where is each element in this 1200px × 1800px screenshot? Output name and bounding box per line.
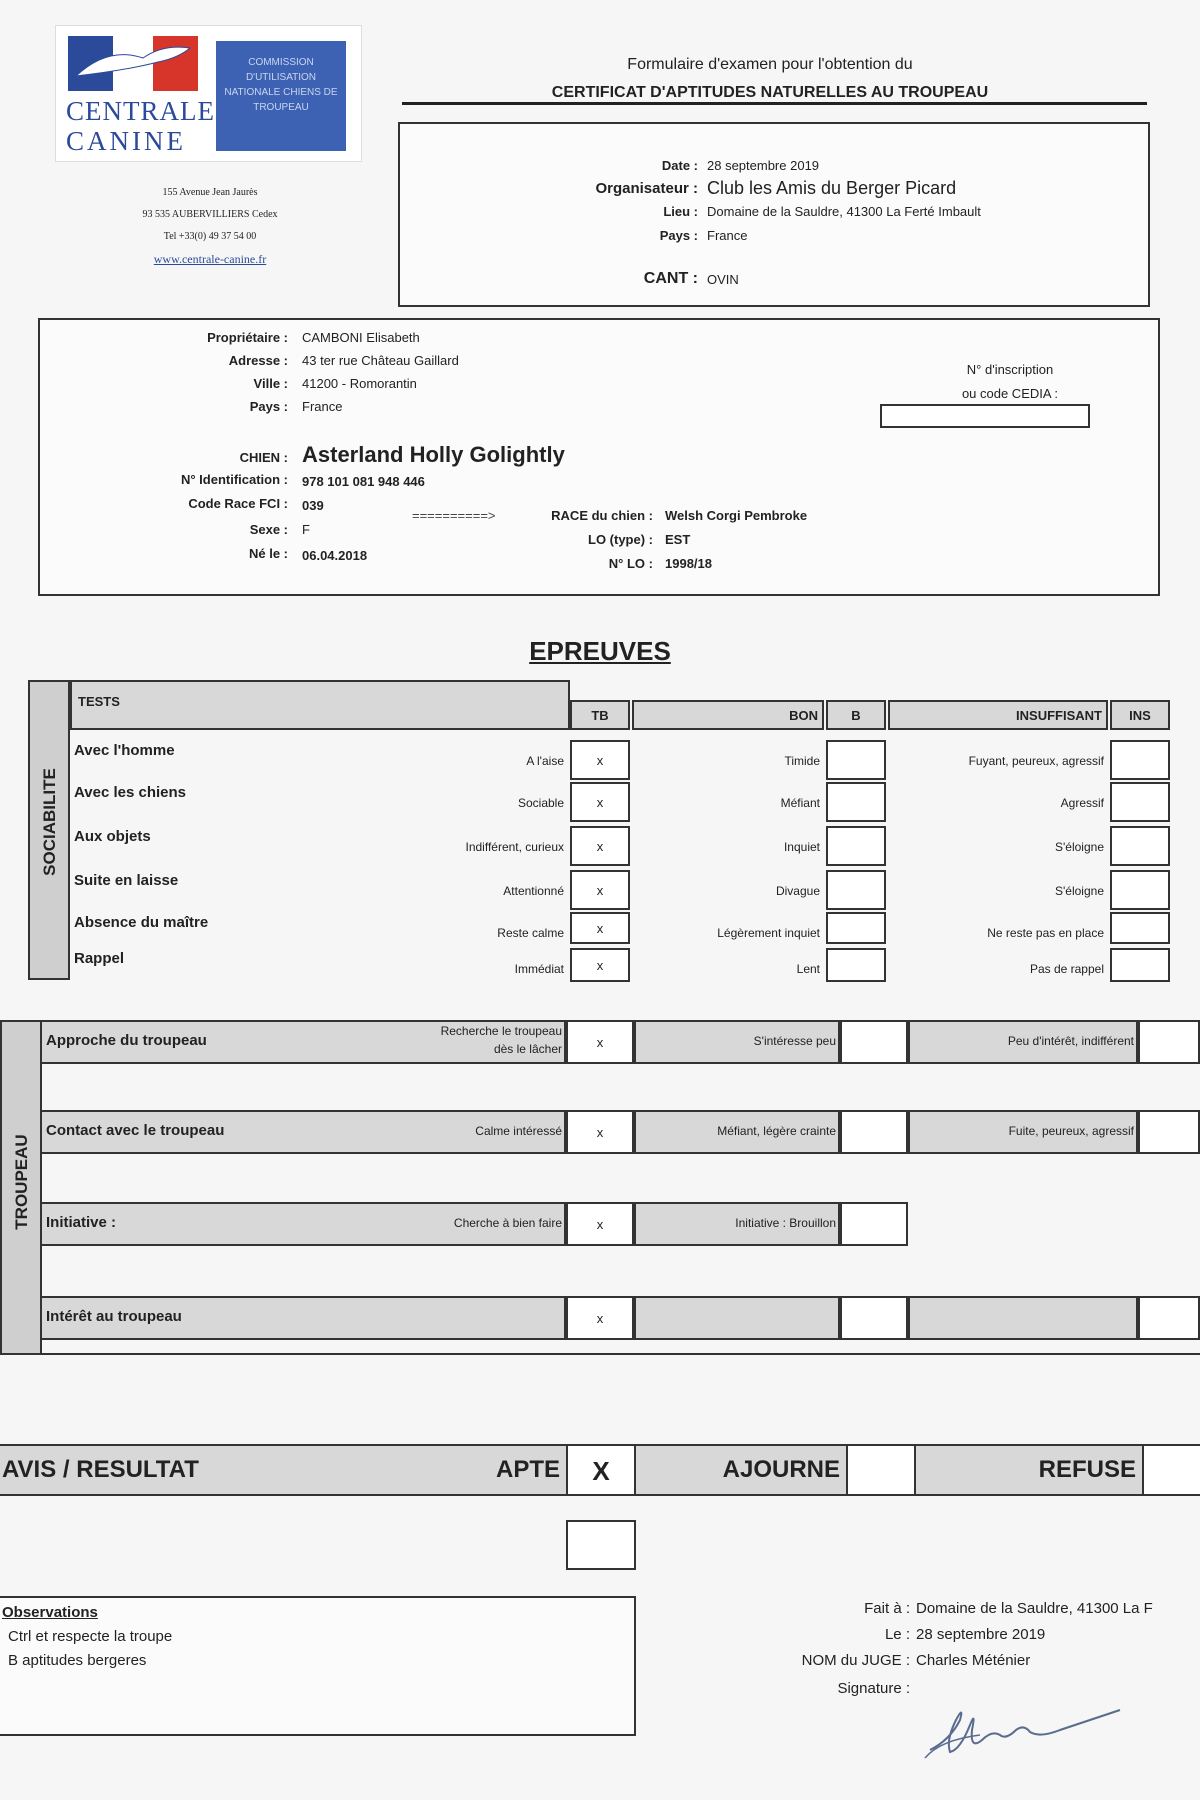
dog-id-label: N° Identification : (180, 472, 288, 487)
owner-city-value: 41200 - Romorantin (302, 376, 417, 391)
trp-ins-checkbox[interactable] (1138, 1110, 1200, 1154)
soc-ins-checkbox[interactable] (1110, 870, 1170, 910)
trp-bon-text: S'intéresse peu (753, 1034, 836, 1048)
on-value: 28 septembre 2019 (916, 1626, 1046, 1643)
trp-tb-text-2: dès le lâcher (493, 1042, 562, 1056)
observations-title: Observations (2, 1604, 98, 1621)
logo-text-line2: CANINE (66, 126, 186, 156)
soc-bon-text: Lent (796, 962, 820, 976)
soc-b-checkbox[interactable] (826, 870, 886, 910)
soc-tb-mark: x (596, 795, 604, 810)
place-value: Domaine de la Sauldre, 41300 La Ferté Imbault (707, 204, 981, 219)
soc-bon-text: Méfiant (780, 796, 820, 810)
trp-row-name: Contact avec le troupeau (46, 1122, 225, 1139)
cant-label: CANT : (643, 270, 698, 287)
logo-text-line1: CENTRALE (66, 96, 215, 126)
on-label: Le : (884, 1626, 910, 1643)
fci-label: Code Race FCI : (188, 496, 288, 511)
soc-b-checkbox[interactable] (826, 948, 886, 982)
apte-checkbox[interactable] (566, 1444, 636, 1496)
tb-header-label: TB (591, 708, 609, 723)
owner-city-label: Ville : (253, 376, 288, 391)
observations-box (0, 1596, 636, 1736)
judge-value: Charles Méténier (916, 1652, 1031, 1669)
owner-country-label: Pays : (249, 399, 288, 414)
trp-tb-mark: x (596, 1311, 604, 1326)
registration-label-2: ou code CEDIA : (961, 386, 1059, 401)
ajourne-label: AJOURNE (722, 1456, 840, 1483)
born-label: Né le : (248, 546, 288, 561)
address-line-3: Tel +33(0) 49 37 54 00 (163, 231, 257, 242)
registration-input[interactable] (880, 404, 1090, 428)
soc-b-checkbox[interactable] (826, 740, 886, 780)
dog-name-label: CHIEN : (239, 450, 288, 465)
event-info-box (398, 122, 1150, 307)
result-label: AVIS / RESULTAT (2, 1456, 199, 1483)
refuse-checkbox[interactable] (1142, 1444, 1200, 1496)
date-label: Date : (661, 158, 698, 173)
website-link[interactable]: www.centrale-canine.fr (153, 252, 267, 266)
dog-id-value: 978 101 081 948 446 (302, 474, 425, 489)
soc-bon-text: Timide (784, 754, 820, 768)
soc-tb-checkbox[interactable] (570, 826, 630, 866)
signature-label: Signature : (837, 1680, 910, 1697)
owner-address-label: Adresse : (228, 353, 288, 368)
date-value: 28 septembre 2019 (707, 158, 820, 173)
soc-tb-checkbox[interactable] (570, 870, 630, 910)
b-header-label: B (851, 708, 861, 723)
owner-address-value: 43 ter rue Château Gaillard (302, 353, 459, 368)
soc-tb-mark: x (596, 883, 604, 898)
soc-b-checkbox[interactable] (826, 912, 886, 944)
lo-type-label: LO (type) : (588, 532, 653, 547)
sex-label: Sexe : (249, 522, 288, 537)
soc-tb-text: A l'aise (526, 754, 564, 768)
trp-b-checkbox[interactable] (840, 1020, 908, 1064)
done-value: Domaine de la Sauldre, 41300 La F (916, 1600, 1153, 1617)
judge-label: NOM du JUGE : (801, 1652, 910, 1669)
breed-arrow: ==========> (412, 508, 496, 523)
soc-bon-text: Légèrement inquiet (717, 926, 820, 940)
trp-bon-cell (634, 1296, 840, 1340)
sociabilite-side-label: SOCIABILITE (40, 768, 59, 876)
apte-label: APTE (495, 1456, 560, 1483)
soc-tb-text: Sociable (517, 796, 564, 810)
ins-header (1110, 700, 1170, 730)
breed-label: RACE du chien : (551, 508, 653, 523)
signature-scribble (920, 1680, 1150, 1770)
done-label: Fait à : (864, 1600, 910, 1617)
trp-tb-text: Recherche le troupeau (440, 1024, 562, 1038)
owner-dog-box (38, 318, 1160, 596)
soc-row-name: Avec les chiens (74, 784, 187, 801)
soc-bon-text: Divague (775, 884, 820, 898)
trp-tb-mark: x (596, 1217, 604, 1232)
refuse-label: REFUSE (1038, 1456, 1136, 1483)
trp-b-checkbox[interactable] (840, 1110, 908, 1154)
soc-tb-mark: x (596, 753, 604, 768)
observation-line-1: Ctrl et respecte la troupe (8, 1628, 173, 1645)
empty-checkbox[interactable] (566, 1520, 636, 1570)
soc-ins-checkbox[interactable] (1110, 948, 1170, 982)
trp-bon-text: Méfiant, légère crainte (717, 1124, 836, 1138)
owner-country-value: France (302, 399, 343, 414)
soc-ins-checkbox[interactable] (1110, 912, 1170, 944)
soc-ins-text: Fuyant, peureux, agressif (968, 754, 1104, 768)
trp-ins-cell (908, 1296, 1138, 1340)
soc-row-name: Rappel (74, 950, 125, 967)
title-underline (402, 102, 1147, 105)
soc-tb-mark: x (596, 839, 604, 854)
trp-tb-checkbox[interactable] (566, 1020, 634, 1064)
soc-ins-text: S'éloigne (1055, 840, 1104, 854)
soc-b-checkbox[interactable] (826, 826, 886, 866)
tests-title: EPREUVES (529, 636, 671, 666)
country-value: France (707, 228, 748, 243)
country-label: Pays : (659, 228, 698, 243)
sex-value: F (302, 522, 310, 537)
address-line-2: 93 535 AUBERVILLIERS Cedex (142, 209, 278, 220)
tests-header-label: TESTS (78, 694, 120, 709)
logo-block (55, 25, 362, 162)
soc-tb-checkbox[interactable] (570, 912, 630, 944)
commission-blue-box (216, 41, 346, 151)
form-title-line2: CERTIFICAT D'APTITUDES NATURELLES AU TROUPEAU (551, 84, 989, 101)
lo-type-value: EST (665, 532, 691, 547)
soc-ins-checkbox[interactable] (1110, 782, 1170, 822)
troupeau-side-bar (0, 1020, 42, 1355)
bon-header-label: BON (789, 708, 818, 723)
trp-tb-checkbox[interactable] (566, 1202, 634, 1246)
centrale-canine-logo-icon (68, 36, 198, 91)
trp-b-checkbox[interactable] (840, 1296, 908, 1340)
soc-tb-text: Immédiat (514, 962, 564, 976)
bon-header (632, 700, 824, 730)
address-line-1: 155 Avenue Jean Jaurès (162, 187, 258, 198)
trp-ins-checkbox[interactable] (1138, 1020, 1200, 1064)
trp-tb-text: Cherche à bien faire (453, 1216, 562, 1230)
soc-row-name: Suite en laisse (74, 872, 179, 889)
trp-b-checkbox[interactable] (840, 1202, 908, 1246)
dog-name-value: Asterland Holly Golightly (302, 442, 565, 467)
soc-ins-checkbox[interactable] (1110, 826, 1170, 866)
soc-row-name: Aux objets (74, 828, 151, 845)
trp-row-name: Intérêt au troupeau (46, 1308, 182, 1325)
observation-line-2: B aptitudes bergeres (8, 1652, 147, 1669)
trp-tb-checkbox[interactable] (566, 1110, 634, 1154)
ajourne-checkbox[interactable] (846, 1444, 916, 1496)
trp-tb-mark: x (596, 1125, 604, 1140)
lo-no-value: 1998/18 (665, 556, 712, 571)
tb-header (570, 700, 630, 730)
cant-value: OVIN (707, 272, 739, 287)
soc-tb-checkbox[interactable] (570, 782, 630, 822)
soc-ins-text: Agressif (1060, 796, 1104, 810)
trp-ins-text: Fuite, peureux, agressif (1008, 1124, 1134, 1138)
soc-tb-text: Indifférent, curieux (465, 840, 564, 854)
soc-tb-checkbox[interactable] (570, 948, 630, 982)
trp-row-name: Initiative : (46, 1214, 117, 1231)
soc-tb-text: Attentionné (503, 884, 564, 898)
tests-header (70, 680, 570, 730)
soc-tb-checkbox[interactable] (570, 740, 630, 780)
trp-ins-checkbox[interactable] (1138, 1296, 1200, 1340)
soc-tb-mark: x (596, 921, 604, 936)
soc-ins-text: Pas de rappel (1029, 962, 1104, 976)
trp-tb-checkbox[interactable] (566, 1296, 634, 1340)
soc-b-checkbox[interactable] (826, 782, 886, 822)
soc-bon-text: Inquiet (783, 840, 820, 854)
insuffisant-header-label: INSUFFISANT (1016, 708, 1102, 723)
ins-header-label: INS (1129, 708, 1151, 723)
soc-ins-checkbox[interactable] (1110, 740, 1170, 780)
b-header (826, 700, 886, 730)
owner-value: CAMBONI Elisabeth (302, 330, 420, 345)
commission-text: COMMISSION D'UTILISATION NATIONALE CHIENS DE TROUPEAU (224, 57, 338, 113)
place-label: Lieu : (663, 204, 698, 219)
trp-row-name: Approche du troupeau (46, 1032, 207, 1049)
soc-ins-text: S'éloigne (1055, 884, 1104, 898)
troupeau-side-label: TROUPEAU (12, 1134, 31, 1230)
organizer-label: Organisateur : (595, 180, 698, 197)
trp-ins-text: Peu d'intérêt, indifférent (1007, 1034, 1134, 1048)
apte-mark: X (592, 1456, 610, 1486)
centrale-address (105, 182, 315, 270)
trp-tb-mark: x (596, 1035, 604, 1050)
insuffisant-header (888, 700, 1108, 730)
soc-ins-text: Ne reste pas en place (987, 926, 1104, 940)
soc-tb-text: Reste calme (497, 926, 564, 940)
soc-row-name: Absence du maître (74, 914, 209, 931)
breed-value: Welsh Corgi Pembroke (665, 508, 808, 523)
owner-label: Propriétaire : (207, 330, 288, 345)
fci-value: 039 (302, 498, 324, 513)
lo-no-label: N° LO : (608, 556, 653, 571)
organizer-value: Club les Amis du Berger Picard (707, 178, 957, 198)
soc-tb-mark: x (596, 958, 604, 973)
soc-row-name: Avec l'homme (74, 742, 175, 759)
sociabilite-side-bar (28, 680, 70, 980)
form-title-line1: Formulaire d'examen pour l'obtention du (627, 56, 913, 73)
born-value: 06.04.2018 (302, 548, 368, 563)
trp-tb-text: Calme intéressé (475, 1124, 562, 1138)
trp-bon-text: Initiative : Brouillon (735, 1216, 836, 1230)
registration-label-1: N° d'inscription (966, 362, 1054, 377)
